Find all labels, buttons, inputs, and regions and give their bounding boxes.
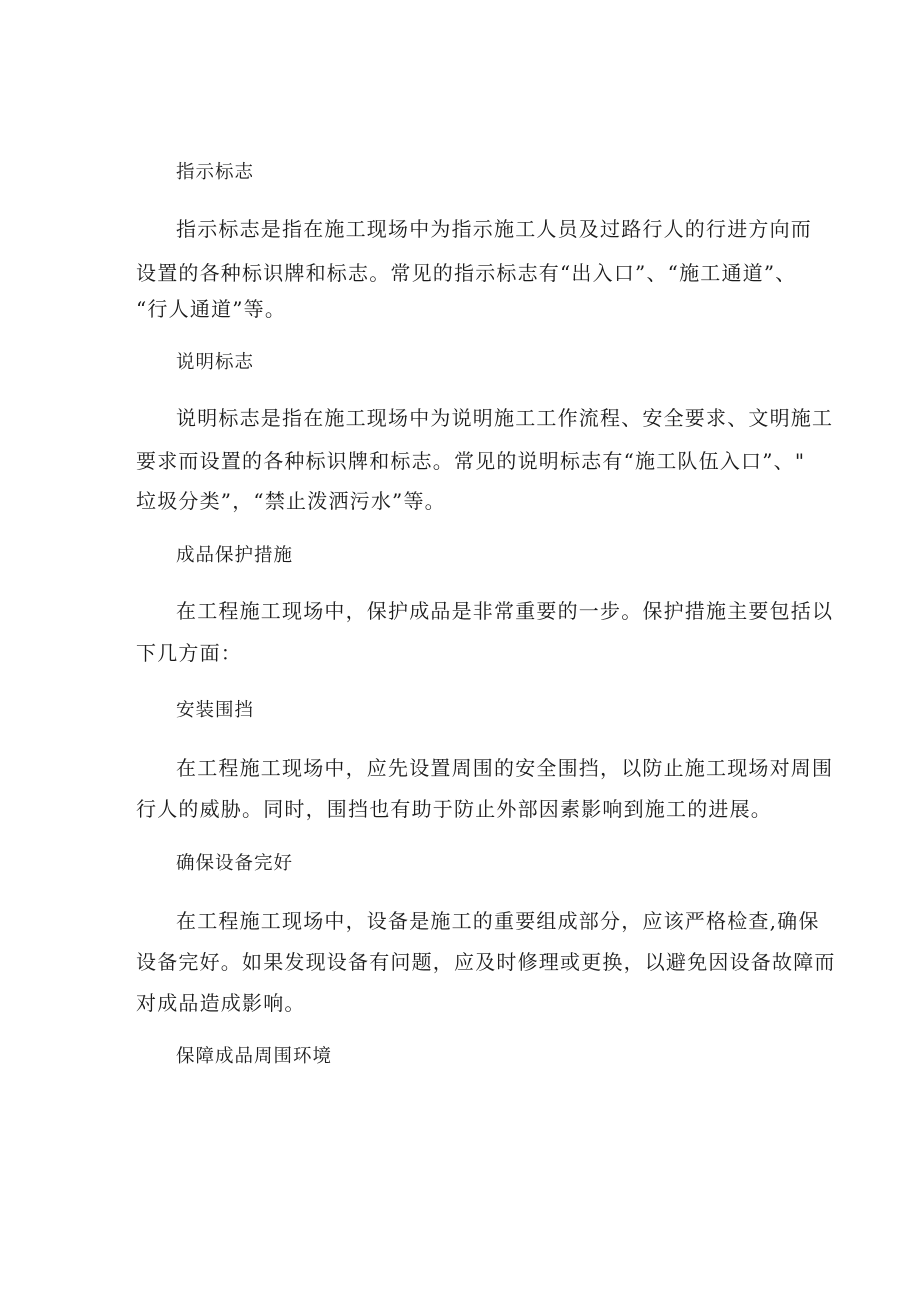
paragraph-line: 说明标志是指在施工现场中为说明施工工作流程、安全要求、文明施工	[176, 406, 834, 430]
paragraph-line: 设备完好。如果发现设备有问题，应及时修理或更换，以避免因设备故障而	[136, 950, 836, 974]
paragraph-line: 垃圾分类”，“禁止泼洒污水”等。	[136, 489, 446, 513]
section-heading-product-protection: 成品保护措施	[176, 545, 294, 566]
paragraph-line: 对成品造成影响。	[136, 991, 306, 1015]
section-heading-install-hoarding: 安装围挡	[176, 700, 255, 721]
section-heading-equipment-integrity: 确保设备完好	[176, 853, 294, 874]
paragraph-line: 行人的威胁。同时，围挡也有助于防止外部因素影响到施工的进展。	[136, 797, 772, 821]
section-heading-surrounding-environment: 保障成品周围环境	[176, 1046, 333, 1067]
paragraph-line: “行人通道”等。	[136, 297, 287, 321]
paragraph-line: 指示标志是指在施工现场中为指示施工人员及过路行人的行进方向而	[176, 217, 812, 241]
paragraph-line: 在工程施工现场中，应先设置周围的安全围挡，以防止施工现场对周围	[176, 756, 834, 780]
section-heading-explanation-signs: 说明标志	[176, 352, 255, 373]
section-heading-indicator-signs: 指示标志	[176, 162, 255, 183]
paragraph-line: 在工程施工现场中，保护成品是非常重要的一步。保护措施主要包括以	[176, 599, 834, 623]
paragraph-line: 下几方面：	[136, 641, 242, 665]
paragraph-line: 在工程施工现场中，设备是施工的重要组成部分，应该严格检查,确保	[176, 909, 820, 933]
paragraph-line: 设置的各种标识牌和标志。常见的指示标志有“出入口”、“施工通道”、	[136, 261, 797, 285]
paragraph-line: 要求而设置的各种标识牌和标志。常见的说明标志有“施工队伍入口”、"	[136, 449, 806, 473]
